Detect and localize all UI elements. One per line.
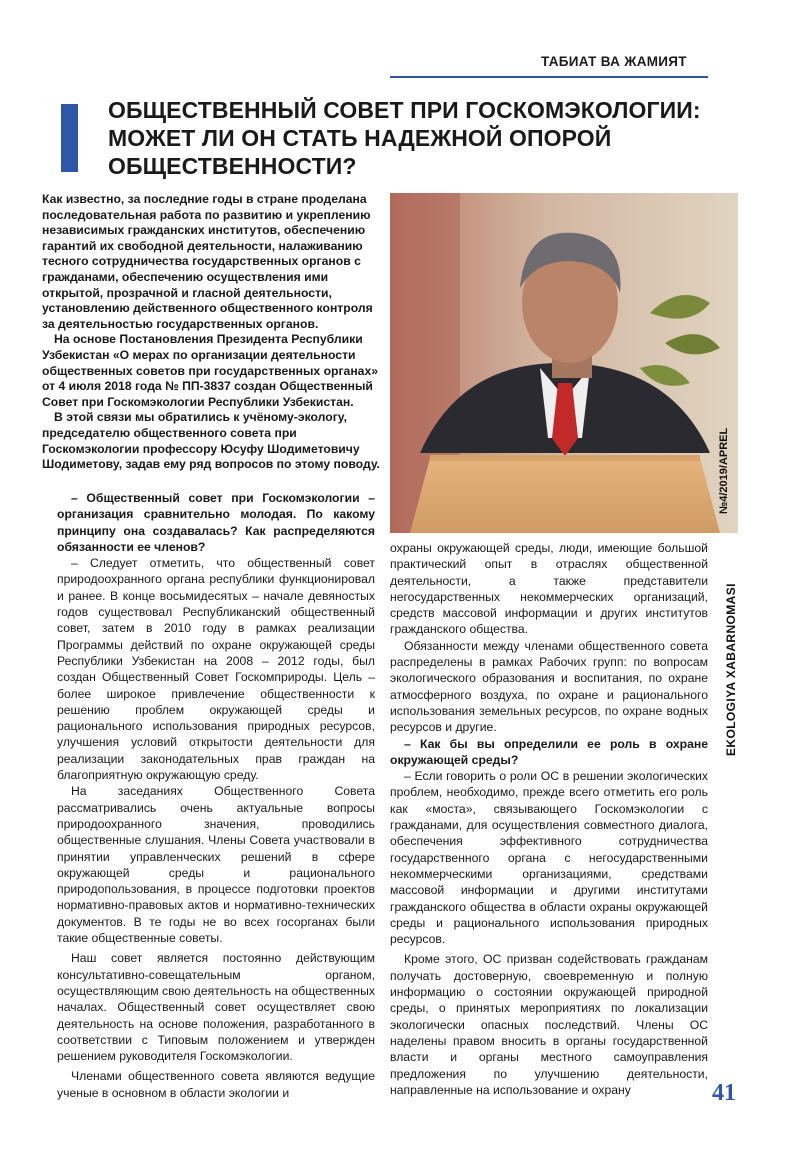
title-line: ОБЩЕСТВЕННЫЙ СОВЕТ ПРИ ГОСКОМЭКОЛОГИИ: bbox=[108, 97, 701, 123]
lead-paragraph: На основе Постановления Президента Республики Узбекистан «О мерах по организации деятельности общественных советов при государственных органах» от 4 июля 2018 года № ПП-3837 создан Общественный Совет при Госкомэкологии Республики Узбекистан. bbox=[42, 332, 379, 409]
interviewee-photo bbox=[390, 193, 738, 533]
article-paragraph: Обязанности между членами общественного совета распределены в рамках Рабочих групп: по вопросам экологического образования и воспитания, по охране атмосферного воздуха, по охране и рационального использования земельных ресурсов, по охране водных ресурсов и другие. bbox=[390, 638, 708, 735]
article-paragraph: Кроме этого, ОС призван содействовать гражданам получать достоверную, своевременную и полную информацию о состоянии окружающей природной среды, о принятых мероприятиях по локализации экологически опасных последствий. Члены ОС наделены правом вносить в органы государственной власти и органы местного самоуправления предложения по улучшению деятельности, направленные на использование и охрану bbox=[390, 952, 708, 1097]
photo-credit-text: №4/2019/APREL bbox=[718, 427, 730, 514]
magazine-side-label bbox=[716, 583, 746, 760]
article-paragraph: Членами общественного совета являются ведущие ученые в основном в области экологии и bbox=[57, 1069, 375, 1100]
page-number: 41 bbox=[712, 1080, 736, 1106]
article-paragraph: – Если говорить о роли ОС в решении экологических проблем, необходимо, прежде всего отметить его роль как «моста», связывающего Госкомэкологии с гражданами, для осуществления совместного диалога, обеспечения эффективного сотрудничества государственного органа с негосударственными некоммерческими организациями, средствами массовой информации и другими институтами гражданского общества в области охраны окружающей среды и рационального использования природных ресурсов. bbox=[390, 769, 708, 947]
article-column-right bbox=[390, 540, 708, 1098]
magazine-name: EKOLOGIYA XABARNOMASI bbox=[724, 583, 738, 756]
photo-credit bbox=[714, 424, 734, 520]
header-rule bbox=[390, 76, 708, 78]
article-title bbox=[108, 96, 708, 180]
article-column-left bbox=[57, 490, 375, 1101]
title-accent-bar bbox=[61, 104, 78, 172]
article-paragraph: – Следует отметить, что общественный совет природоохранного органа республики функционировал и ранее. В конце восьмидесятых – начале девяностых годов существовал Республиканский общественный совет, затем в 2010 году в рамках реализации Программы действий по охране окружающей среды Республики Узбекистан на 2008 – 2012 годы, был создан Общественный Совет Госкомприроды. Цель – более широкое привлечение общественности к решению проблем окружающей среды и рационального использования природных ресурсов, улучшения условий открытости деятельности для реализации законодательных прав граждан на благоприятную окружающую среду. bbox=[57, 556, 375, 783]
interview-question: – Как бы вы определили ее роль в охране окружающей среды? bbox=[390, 736, 708, 767]
title-line: МОЖЕТ ЛИ ОН СТАТЬ НАДЕЖНОЙ ОПОРОЙ bbox=[108, 125, 612, 151]
interview-question: – Общественный совет при Госкомэкологии – организация сравнительно молодая. По какому принципу она создавалась? Как распределяются обязанности ее членов? bbox=[57, 491, 375, 554]
lead-paragraph: В этой связи мы обратились к учёному-экологу, председателю общественного совета при Госкомэкологии профессору Юсуфу Шодиметовичу Шодиметову, задав ему ряд вопросов по этому поводу. bbox=[42, 410, 380, 472]
article-paragraph: На заседаниях Общественного Совета рассматривались очень актуальные вопросы природоохранного значения, проводились общественные слушания. Члены Совета участвовали в принятии управленческих решений в сфере окружающей среды и рационального природопользования, в процессе подготовки проектов нормативно-правовых актов и нормативно-технических документов. В те годы не во всех госорганах были такие общественные советы. bbox=[57, 784, 375, 946]
article-lead bbox=[42, 192, 380, 473]
article-paragraph: Наш совет является постоянно действующим консультативно-совещательным органом, осуществляющим свою деятельность на общественных началах. Общественный совет осуществляет свою деятельность на основе положения, разработанного в соответствии с Типовым положением и утвержден решением руководителя Госкомэкологии. bbox=[57, 951, 375, 1064]
title-line: ОБЩЕСТВЕННОСТИ? bbox=[108, 153, 357, 179]
article-paragraph: охраны окружающей среды, люди, имеющие большой практический опыт в отраслях общественной деятельности, а также представители негосударственных некоммерческих организаций, средств массовой информации и других институтов гражданского общества. bbox=[390, 541, 708, 637]
lead-paragraph: Как известно, за последние годы в стране проделана последовательная работа по развитию и укреплению независимых гражданских институтов, обеспечению гарантий их свободной деятельности, налаживанию тесного сотрудничества государственных органов с гражданами, обеспечению осуществления ими открытой, прозрачной и гласной деятельности, установлению действенного общественного контроля за деятельностью государственных органов. bbox=[42, 192, 373, 331]
section-title: ТАБИАТ ВА ЖАМИЯТ bbox=[541, 54, 687, 69]
